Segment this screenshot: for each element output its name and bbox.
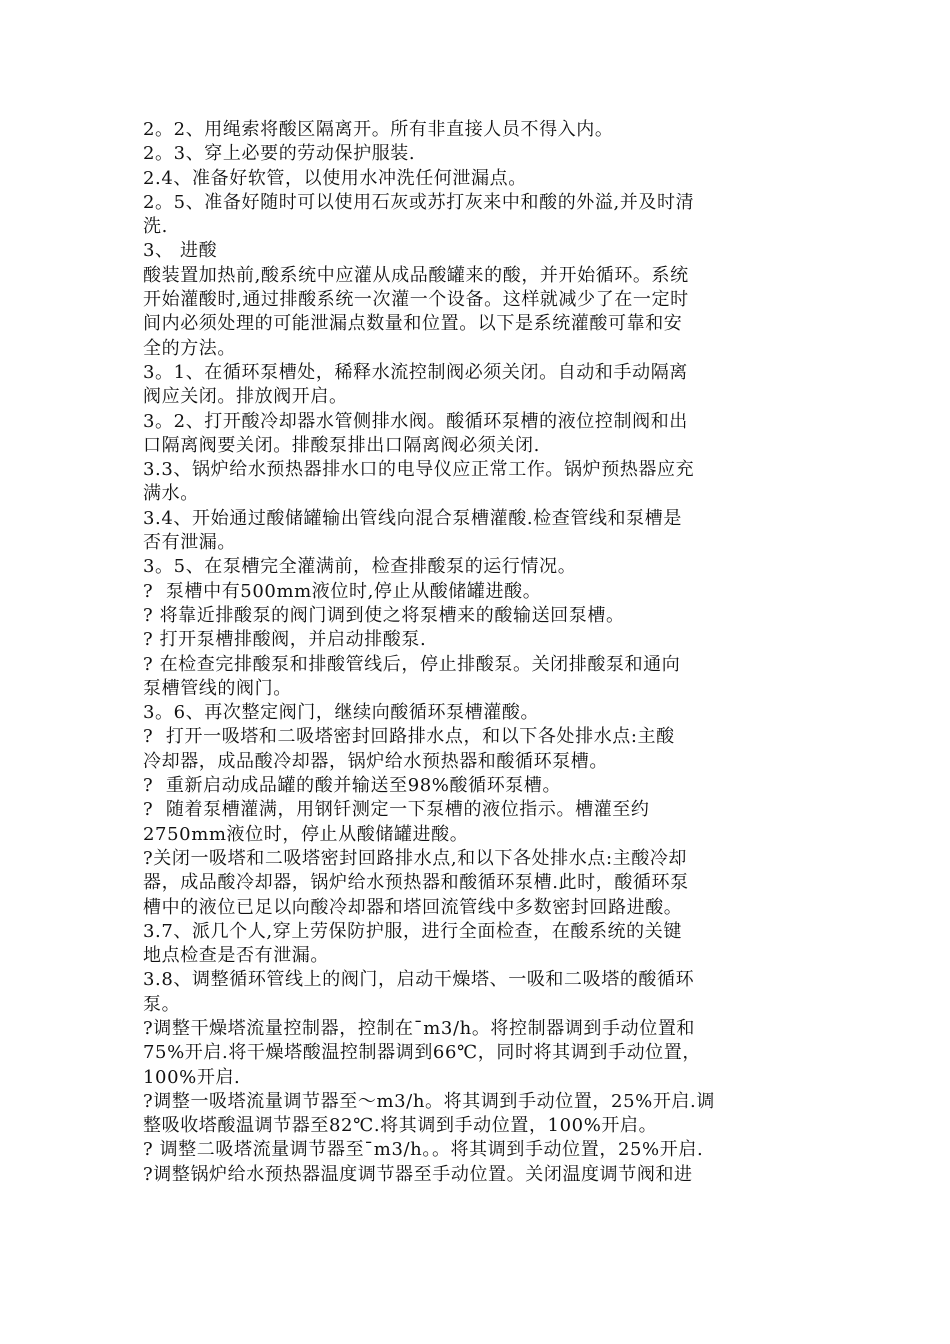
- text-line: 2。2、用绳索将酸区隔离开。所有非直接人员不得入内。: [143, 119, 614, 140]
- text-line: ?调整锅炉给水预热器温度调节器至手动位置。关闭温度调节阀和进: [143, 1163, 693, 1185]
- text-line: 3。5、在泵槽完全灌满前，检查排酸泵的运行情况。: [143, 556, 577, 578]
- text-line: 2。5、准备好随时可以使用石灰或苏打灰来中和酸的外溢,并及时清: [143, 191, 695, 213]
- text-line: 槽中的液位已足以向酸冷却器和塔回流管线中多数密封回路进酸。: [143, 896, 683, 918]
- section-heading: 3、 进酸: [143, 240, 218, 262]
- text-line: ? 在检查完排酸泵和排酸管线后，停止排酸泵。关闭排酸泵和通向: [143, 653, 681, 675]
- text-line: 冷却器，成品酸冷却器，锅炉给水预热器和酸循环泵槽。: [143, 750, 608, 772]
- text-line: 3.8、调整循环管线上的阀门，启动干燥塔、一吸和二吸塔的酸循环: [143, 969, 695, 991]
- text-line: 器，成品酸冷却器，锅炉给水预热器和酸循环泵槽.此时，酸循环泵: [143, 872, 689, 894]
- text-line: 3.3、锅炉给水预热器排水口的电导仪应正常工作。锅炉预热器应充: [143, 459, 695, 481]
- text-line: 阀应关闭。排放阀开启。: [143, 386, 348, 408]
- text-line: 满水。: [143, 483, 199, 505]
- text-line: 全的方法。: [143, 337, 236, 359]
- text-line: ? 打开一吸塔和二吸塔密封回路排水点，和以下各处排水点:主酸: [143, 726, 675, 748]
- text-line: ? 重新启动成品罐的酸并输送至98%酸循环泵槽。: [143, 775, 562, 797]
- text-line: ? 调整二吸塔流量调节器至¯m3/h。。将其调到手动位置，25%开启.: [143, 1139, 704, 1161]
- text-line: 2。3、穿上必要的劳动保护服装.: [143, 143, 416, 165]
- text-line: ?关闭一吸塔和二吸塔密封回路排水点,和以下各处排水点:主酸冷却: [143, 847, 688, 869]
- text-line: ? 打开泵槽排酸阀，并启动排酸泵.: [143, 629, 427, 651]
- text-line: ? 泵槽中有500mm液位时,停止从酸储罐进酸。: [143, 580, 542, 602]
- text-line: 2750mm液位时，停止从酸储罐进酸。: [143, 823, 469, 845]
- text-line: 75%开启.将干燥塔酸温控制器调到66℃，同时将其调到手动位置，: [143, 1042, 701, 1064]
- text-line: 酸装置加热前,酸系统中应灌从成品酸罐来的酸，并开始循环。系统: [143, 264, 689, 286]
- text-line: 3。1、在循环泵槽处，稀释水流控制阀必须关闭。自动和手动隔离: [143, 361, 688, 383]
- text-line: ?调整一吸塔流量调节器至～m3/h。将其调到手动位置，25%开启.调: [143, 1090, 715, 1112]
- text-line: 洗.: [143, 216, 168, 238]
- text-line: 3。6、再次整定阀门，继续向酸循环泵槽灌酸。: [143, 702, 540, 724]
- text-line: 整吸收塔酸温调节器至82℃.将其调到手动位置，100%开启。: [143, 1115, 658, 1137]
- text-line: 间内必须处理的可能泄漏点数量和位置。以下是系统灌酸可靠和安: [143, 313, 683, 335]
- text-line: 地点检查是否有泄漏。: [143, 945, 329, 967]
- text-line: 泵。: [143, 993, 181, 1015]
- text-line: ? 随着泵槽灌满，用钢钎测定一下泵槽的液位指示。槽灌至约: [143, 799, 650, 821]
- text-line: 100%开启.: [143, 1066, 241, 1088]
- text-line: ?调整干燥塔流量控制器，控制在¯m3/h。将控制器调到手动位置和: [143, 1017, 696, 1039]
- text-line: 3.7、派几个人,穿上劳保防护服，进行全面检查，在酸系统的关键: [143, 920, 682, 942]
- text-line: 3。2、打开酸冷却器水管侧排水阀。酸循环泵槽的液位控制阀和出: [143, 410, 688, 432]
- text-line: 3.4、开始通过酸储罐输出管线向混合泵槽灌酸.检查管线和泵槽是: [143, 507, 682, 529]
- text-line: 泵槽管线的阀门。: [143, 677, 292, 699]
- text-line: ? 将靠近排酸泵的阀门调到使之将泵槽来的酸输送回泵槽。: [143, 604, 625, 626]
- document-page: [143, 118, 813, 1187]
- text-line: 口隔离阀要关闭。排酸泵排出口隔离阀必须关闭.: [143, 434, 540, 456]
- text-line: 否有泄漏。: [143, 532, 236, 554]
- text-line: 开始灌酸时,通过排酸系统一次灌一个设备。这样就减少了在一定时: [143, 289, 689, 311]
- text-line: 2.4、准备好软管，以使用水冲洗任何泄漏点。: [143, 167, 527, 189]
